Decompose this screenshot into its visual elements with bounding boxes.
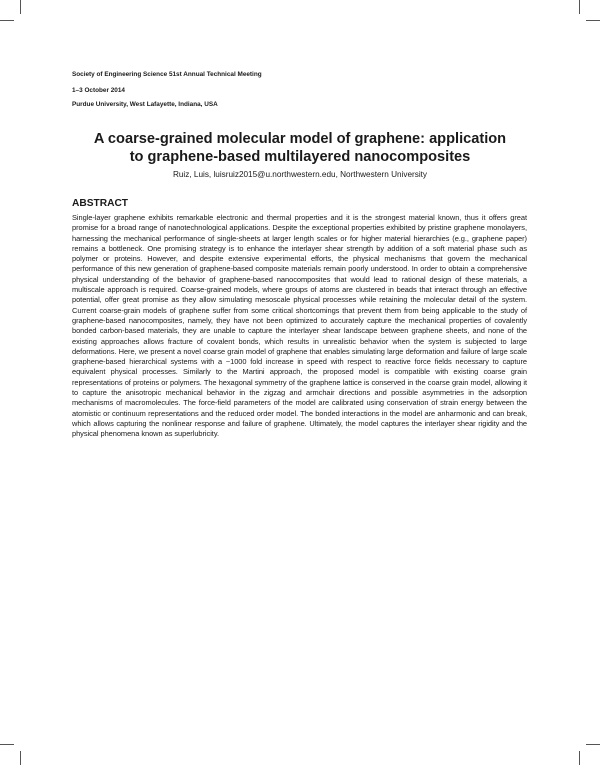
abstract-heading: ABSTRACT <box>72 198 129 209</box>
paper-title <box>60 130 540 166</box>
crop-mark-top-left-h <box>0 20 14 21</box>
crop-mark-top-left-v <box>20 0 21 14</box>
abstract-text: Single-layer graphene exhibits remarkable electronic and thermal properties and it is the strongest material known, thus it offers great promise for a broad range of nanotechnological applications. Despite the exceptional properties exhibited by pristine graphene monolayers, harnessing the mechanical performance of single-sheets at larger length scales or for higher material hierarchies (e.g., graphene paper) remains a bottleneck. One promising strategy is to enhance the interlayer shear strength by addition of a soft material phase such as polymer or proteins. However, and despite extensive experimental efforts, the physical mechanisms that govern the mechanical performance of this new generation of graphene-based composite materials remain poorly understood. In order to obtain a comprehensive physical understanding of the behavior of graphene-based nanocomposites that would lead to rational design of these materials, a multiscale approach is required. Coarse-grained models, where groups of atoms are clustered in beads that interact through an effective potential, offer great promise as they allow simulating mesoscale physical processes while retaining the molecular detail of the system. Current coarse-grain models of graphene suffer from some critical shortcomings that prevent them from being applicable to the study of graphene-based nanocomposites, namely, they have not been optimized to accurately capture the mechanical properties of covalently bonded carbon-based materials, they are unable to capture the interlayer shear landscape between graphene sheets, and none of the existing approaches allows fracture of covalent bonds, which results in unrealistic behavior when the system is subjected to large deformations. Here, we present a novel coarse grain model of graphene that enables simulating large deformation and failure of large scale graphene-based hierarchical systems with a ~1000 fold increase in speed with respect to reactive force fields necessary to capture equivalent physical processes. Similarly to the Martini approach, the proposed model is compatible with existing coarse grain representations of proteins or polymers. The hexagonal symmetry of the graphene lattice is conserved in the coarse grain model, allowing it to capture the anisotropic mechanical behavior in the zigzag and armchair directions and possible asymmetries in the adsorption mechanisms of macromolecules. The force-field parameters of the model are calibrated using conservation of strain energy between the atomistic or continuum representations and the reduced order model. The bonded interactions in the model are anharmonic and can break, which allows capturing the nonlinear response and failure of graphene. Ultimately, the model captures the interlayer shear rigidity and the physical phenomena known as superlubricity. <box>72 213 527 439</box>
crop-mark-bottom-left-h <box>0 744 14 745</box>
paper-title-line-2: to graphene-based multilayered nanocomposites <box>129 149 471 165</box>
conference-dates: 1–3 October 2014 <box>72 87 125 94</box>
conference-venue: Purdue University, West Lafayette, Indiana, USA <box>72 101 218 108</box>
conference-name: Society of Engineering Science 51st Annual Technical Meeting <box>72 71 262 78</box>
paper-authors: Ruiz, Luis, luisruiz2015@u.northwestern.edu, Northwestern University <box>172 170 428 179</box>
crop-mark-bottom-right-h <box>586 744 600 745</box>
crop-mark-bottom-right-v <box>579 751 580 765</box>
crop-mark-bottom-left-v <box>20 751 21 765</box>
crop-mark-top-right-h <box>586 20 600 21</box>
crop-mark-top-right-v <box>579 0 580 14</box>
paper-title-line-1: A coarse-grained molecular model of graphene: application <box>93 131 507 147</box>
